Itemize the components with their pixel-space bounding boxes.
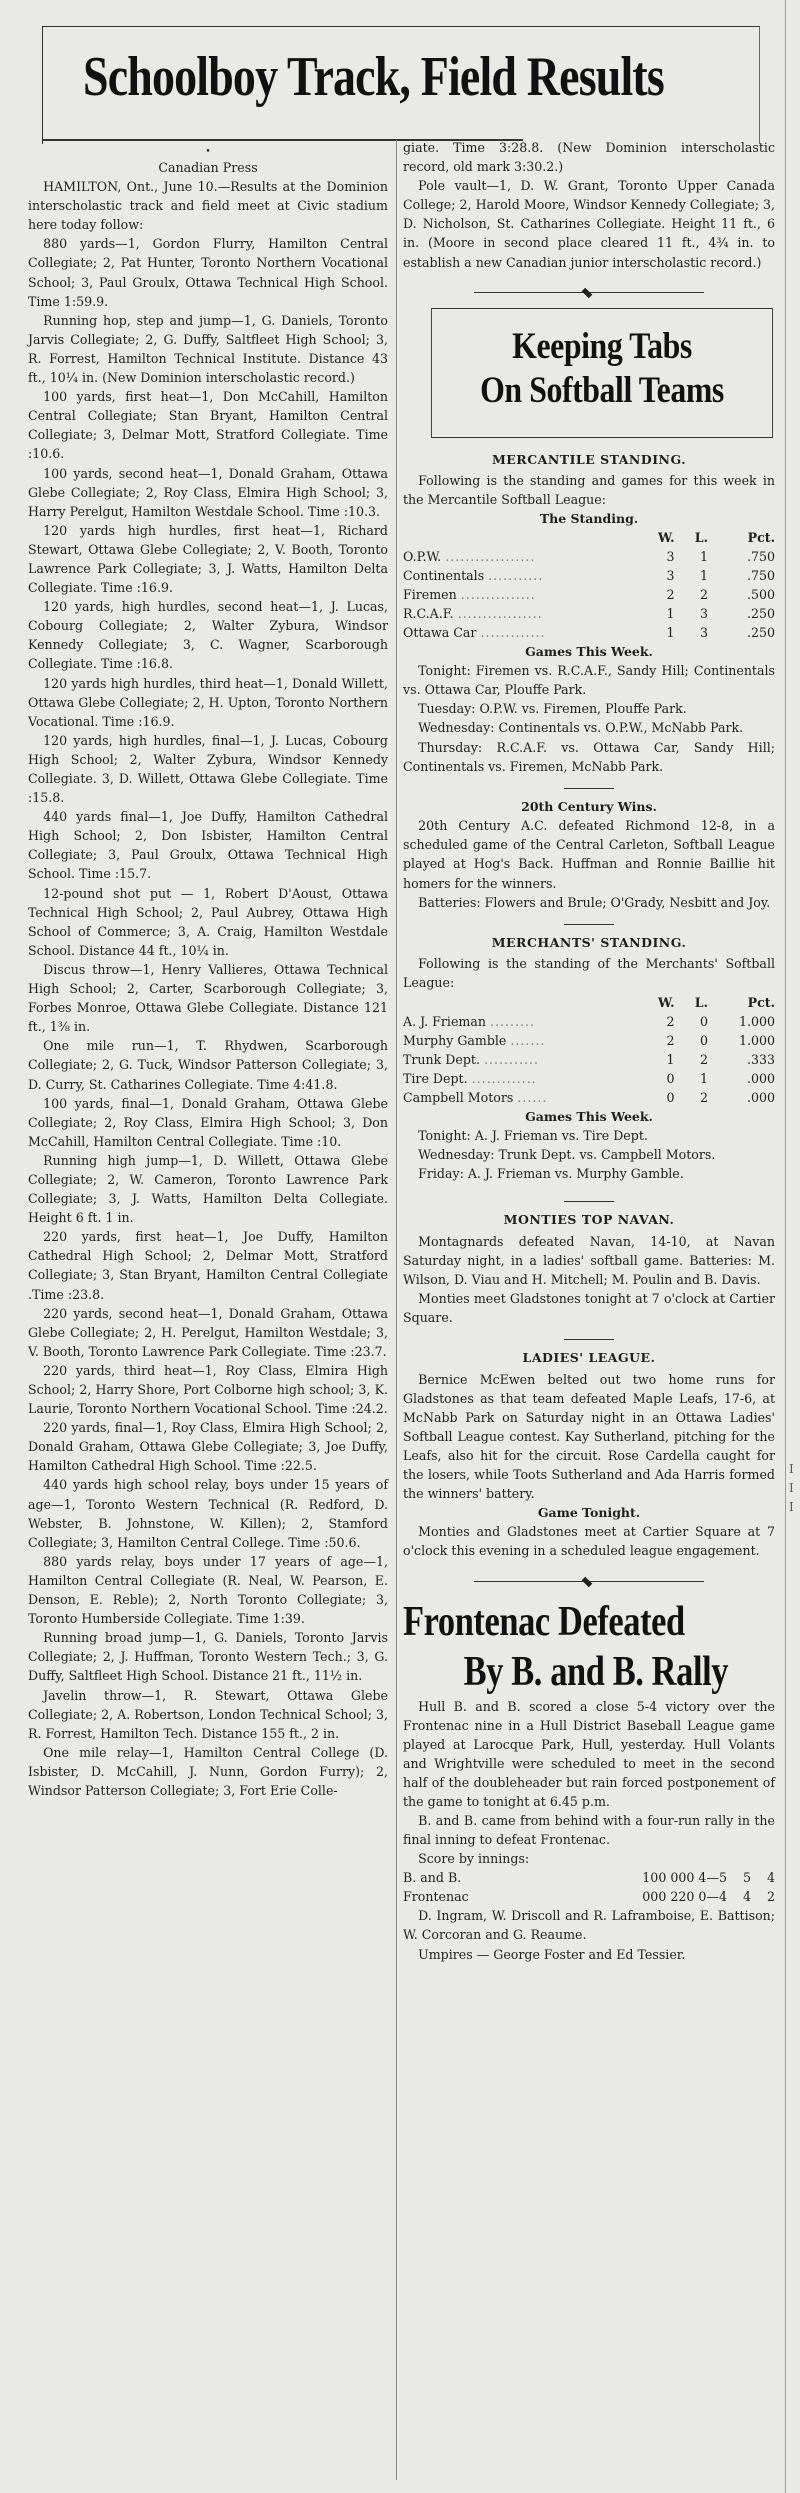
losses: 3 (700, 606, 709, 622)
percentage: .000 (746, 1089, 775, 1105)
article-paragraph: Montagnards defeated Navan, 14-10, at Navan Saturday night, in a ladies' softball game. Batteries: M. Wilson, D. Viau and H. Mitchell; M. Poulin and B. Davis. (403, 1233, 775, 1287)
schedule-item: Tuesday: O.P.W. vs. Firemen, Plouffe Park. (418, 701, 687, 717)
event-result: 120 yards, high hurdles, final—1, J. Lucas, Cobourg High School; 2, Walter Zybura, Windsor Kennedy Collegiate. 3, D. Willett, Ottawa Glebe Collegiate. Time :15.8. (28, 732, 388, 806)
event-result: 440 yards high school relay, boys under 15 years of age—1, Toronto Western Technical (R. Redford, D. Webster, B. Johnstone, W. Killen); 2, Stamford Collegiate; 3, Hamilton Central College. Time :50.6. (28, 1477, 388, 1550)
losses: 3 (700, 625, 709, 641)
right-column (403, 138, 775, 1964)
column-rule (785, 0, 786, 2493)
text-fragment: I (789, 1462, 794, 1476)
mercantile-standings-table (403, 528, 775, 642)
sub-heading: Games This Week. (525, 1108, 653, 1124)
section-ornament (474, 1575, 704, 1589)
event-result: 440 yards final—1, Joe Duffy, Hamilton Cathedral High School; 2, Don Isbister, Hamilton Central Collegiate; 3, Paul Groulx, Ottawa Technical High School. Time :15.7. (28, 809, 388, 882)
wins: 3 (666, 568, 675, 584)
article-paragraph: Score by innings: (418, 1851, 530, 1867)
team-name: Tire Dept. (403, 1070, 468, 1086)
section-heading: MERCHANTS' STANDING. (491, 935, 687, 951)
losses: 2 (700, 1089, 709, 1105)
team-name: Ottawa Car (403, 625, 477, 641)
line-score-table (403, 1868, 775, 1906)
percentage: .333 (746, 1051, 775, 1067)
diamond-icon (582, 1576, 593, 1587)
article-paragraph: Following is the standing of the Merchants' Softball League: (403, 956, 775, 991)
bullet-icon: • (205, 147, 211, 157)
team-name: Firemen (403, 587, 457, 603)
event-result: Running hop, step and jump—1, G. Daniels, Toronto Jarvis Collegiate; 2, G. Duffy, Saltfleet High School; 3, R. Forrest, Hamilton Technical Institute. Distance 43 ft., 10¼ in. (New Dominion interscholastic record.) (28, 312, 388, 386)
event-result: One mile run—1, T. Rhydwen, Scarborough Collegiate; 2, G. Tuck, Windsor Patterson Collegiate; 3, D. Curry, St. Catharines Collegiate. Time 4:41.8. (28, 1038, 388, 1092)
article-paragraph: Monties meet Gladstones tonight at 7 o'clock at Cartier Square. (403, 1290, 775, 1325)
softball-headline: Keeping Tabs (512, 325, 692, 367)
divider (564, 1201, 614, 1203)
event-result: 100 yards, first heat—1, Don McCahill, Hamilton Central Collegiate; Stan Bryant, Hamilton Central Collegiate; 3, Delmar Mott, Stratford Collegiate. Time :10.6. (28, 389, 388, 462)
table-row: R.C.A.F. ................. 1 3 .250 (403, 606, 775, 622)
event-result: One mile relay—1, Hamilton Central College (D. Isbister, D. McCahill, J. Nunn, Gordon Furry); 2, Windsor Patterson Collegiate; 3, Fort Erie Colle- (28, 1744, 388, 1798)
losses: 0 (700, 1013, 709, 1029)
table-header-row (403, 993, 775, 1012)
page-headline: Schoolboy Track, Field Results (83, 46, 664, 108)
event-result: 880 yards relay, boys under 17 years of age—1, Hamilton Central Collegiate (R. Neal, W. Pearson, E. Denson, E. Reble); 2, North Toronto Collegiate; 3, Toronto Humberside Collegiate. Time 1:39. (28, 1553, 388, 1627)
event-result: 220 yards, final—1, Roy Class, Elmira High School; 2, Donald Graham, Ottawa Glebe Collegiate; 3, Joe Duffy, Hamilton Cathedral High School. Time :22.5. (28, 1420, 388, 1474)
table-row (403, 1868, 775, 1887)
table-row: Trunk Dept. ........... 1 2 .333 (403, 1051, 775, 1067)
wins: 0 (666, 1089, 675, 1105)
baseball-headline: By B. and B. Rally (463, 1648, 729, 1695)
table-row: Ottawa Car ............. 1 3 .250 (403, 625, 775, 641)
percentage: .500 (746, 587, 775, 603)
percentage: .000 (746, 1070, 775, 1086)
article-paragraph: 20th Century A.C. defeated Richmond 12-8, in a scheduled game of the Central Carleton, Softball League played at Hog's Back. Huffman and Ronnie Baillie hit homers for the winners. (403, 818, 775, 891)
table-row: A. J. Frieman ......... 2 0 1.000 (403, 1013, 775, 1029)
inning-line: 100 000 4—5 (642, 1870, 727, 1886)
article-paragraph: Batteries: Flowers and Brule; O'Grady, Nesbitt and Joy. (418, 894, 771, 910)
article-paragraph: Umpires — George Foster and Ed Tessier. (418, 1946, 686, 1962)
column-header: L. (694, 530, 709, 546)
inning-line: 000 220 0—4 (642, 1889, 727, 1905)
event-result: 12-pound shot put — 1, Robert D'Aoust, Ottawa Technical High School; 2, Paul Aubrey, Ottawa High School of Commerce; 3, A. Craig, Hamilton Westdale School. Distance 44 ft., 10¼ in. (28, 885, 388, 958)
team-name: R.C.A.F. (403, 606, 454, 622)
table-row: Murphy Gamble ....... 2 0 1.000 (403, 1032, 775, 1048)
wins: 0 (666, 1070, 675, 1086)
wins: 1 (666, 1051, 675, 1067)
event-result: 120 yards, high hurdles, second heat—1, J. Lucas, Cobourg Collegiate; 2, Walter Zybura, Windsor Kennedy Collegiate; 3, C. Wagner, Scarborough Collegiate. Time :16.8. (28, 599, 388, 672)
losses: 2 (700, 587, 709, 603)
errors: 4 (766, 1870, 775, 1886)
percentage: .750 (746, 549, 775, 565)
percentage: .750 (746, 568, 775, 584)
article-paragraph: B. and B. came from behind with a four-run rally in the final inning to defeat Frontenac. (403, 1813, 775, 1848)
event-result-continued: giate. Time 3:28.8. (New Dominion interscholastic record, old mark 3:30.2.) (403, 140, 775, 175)
wins: 2 (666, 587, 675, 603)
event-result: 120 yards high hurdles, third heat—1, Donald Willett, Ottawa Glebe Collegiate; 2, H. Upton, Toronto Northern Vocational. Time :16.9. (28, 675, 388, 729)
article-paragraph: Monties and Gladstones meet at Cartier Square at 7 o'clock this evening in a scheduled league engagement. (403, 1524, 775, 1559)
divider (564, 1339, 614, 1341)
losses: 2 (700, 1051, 709, 1067)
table-row: Campbell Motors ...... 0 2 .000 (403, 1089, 775, 1105)
column-header: L. (694, 994, 709, 1010)
column-header: W. (657, 994, 675, 1010)
wins: 1 (666, 606, 675, 622)
text-fragment: I (789, 1500, 794, 1514)
table-row: Continentals ........... 3 1 .750 (403, 568, 775, 584)
sub-heading: Game Tonight. (537, 1505, 641, 1521)
column-header: Pct. (747, 530, 775, 546)
track-results-column (28, 146, 388, 1800)
schedule-item: Wednesday: Trunk Dept. vs. Campbell Motors. (418, 1146, 716, 1162)
sub-heading: Games This Week. (525, 644, 653, 660)
event-result: 100 yards, second heat—1, Donald Graham, Ottawa Glebe Collegiate; 2, Roy Class, Elmira High School; 3, Harry Perelgut, Hamilton Westdale School. Time :10.3. (28, 465, 388, 519)
event-result: Javelin throw—1, R. Stewart, Ottawa Glebe Collegiate; 2, A. Robertson, London Technical School; 3, R. Forrest, Hamilton Tech. Distance 155 ft., 2 in. (28, 1687, 388, 1741)
team-name: Campbell Motors (403, 1089, 514, 1105)
softball-headline-box (431, 308, 773, 438)
event-result: 220 yards, first heat—1, Joe Duffy, Hamilton Cathedral High School; 2, Delmar Mott, Stratford Collegiate; 3, Stan Bryant, Hamilton Central Collegiate .Time :23.8. (28, 1229, 388, 1302)
text-fragment: I (789, 1481, 794, 1495)
losses: 0 (700, 1032, 709, 1048)
wins: 2 (666, 1032, 675, 1048)
wins: 2 (666, 1013, 675, 1029)
article-paragraph: Bernice McEwen belted out two home runs for Gladstones as that team defeated Maple Leafs, 17-6, at McNabb Park on Saturday night in an Ottawa Ladies' Softball League contest. Kay Sutherland, pitching for the Leafs, also hit for the circuit. Rose Cardella caught for the losers, while Toots Sutherland and Ada Harris formed the winners' battery. (403, 1371, 775, 1502)
table-row: Firemen ............... 2 2 .500 (403, 587, 775, 603)
team-name: A. J. Frieman (403, 1013, 486, 1029)
section-heading: MONTIES TOP NAVAN. (503, 1212, 675, 1228)
event-result: 100 yards, final—1, Donald Graham, Ottawa Glebe Collegiate; 2, Roy Class, Elmira High School; 3, Don McCahill, Hamilton Central Collegiate. Time :10. (28, 1095, 388, 1149)
errors: 2 (766, 1889, 775, 1905)
merchants-standings-table (403, 993, 775, 1107)
hits: 5 (742, 1870, 751, 1886)
column-header: W. (657, 530, 675, 546)
percentage: .250 (746, 606, 775, 622)
divider (564, 924, 614, 926)
article-paragraph: HAMILTON, Ont., June 10.—Results at the Dominion interscholastic track and field meet at Civic stadium here today follow: (28, 179, 388, 233)
percentage: 1.000 (738, 1032, 775, 1048)
hits: 4 (742, 1889, 751, 1905)
article-paragraph: D. Ingram, W. Driscoll and R. Laframboise, E. Battison; W. Corcoran and G. Reaume. (403, 1908, 775, 1943)
event-result: Discus throw—1, Henry Vallieres, Ottawa Technical High School; 2, Carter, Scarborough Collegiate; 3, Forbes Monroe, Ottawa Glebe Collegiate. Distance 121 ft., 1⅜ in. (28, 961, 388, 1035)
wire-source: Canadian Press (158, 160, 258, 175)
column-header: Pct. (747, 994, 775, 1010)
wins: 1 (666, 625, 675, 641)
event-result: 220 yards, second heat—1, Donald Graham, Ottawa Glebe Collegiate; 2, H. Perelgut, Hamilton Westdale; 3, V. Booth, Toronto Lawrence Park Collegiate. Time :23.7. (28, 1305, 388, 1359)
divider (564, 788, 614, 790)
team-name: Frontenac (403, 1889, 469, 1905)
table-row: O.P.W. .................. 3 1 .750 (403, 549, 775, 565)
schedule-item: Wednesday: Continentals vs. O.P.W., McNabb Park. (418, 720, 744, 736)
losses: 1 (700, 568, 709, 584)
team-name: Continentals (403, 568, 485, 584)
event-result: 120 yards high hurdles, first heat—1, Richard Stewart, Ottawa Glebe Collegiate; 2, V. Booth, Toronto Lawrence Park Collegiate; 3, J. Watts, Hamilton Delta Collegiate. Time :16.9. (28, 522, 388, 596)
table-header-row (403, 528, 775, 547)
section-heading: MERCANTILE STANDING. (491, 451, 687, 467)
team-name: Trunk Dept. (403, 1051, 480, 1067)
event-result: 220 yards, third heat—1, Roy Class, Elmira High School; 2, Harry Shore, Port Colborne high school; 3, K. Laurie, Toronto Northern Vocational School. Time :24.2. (28, 1362, 388, 1417)
event-result: 880 yards—1, Gordon Flurry, Hamilton Central Collegiate; 2, Pat Hunter, Toronto Northern Vocational School; 3, Paul Groulx, Ottawa Technical High School. Time 1:59.9. (28, 236, 388, 309)
section-ornament (474, 286, 704, 300)
team-name: Murphy Gamble (403, 1032, 507, 1048)
section-heading: LADIES' LEAGUE. (522, 1350, 656, 1366)
team-name: B. and B. (403, 1870, 462, 1886)
cropped-column-edge (789, 1460, 800, 1517)
wins: 3 (666, 549, 675, 565)
baseball-headline: Frontenac Defeated (403, 1598, 685, 1645)
diamond-icon (582, 287, 593, 298)
headline-box (42, 26, 760, 144)
losses: 1 (700, 1070, 709, 1086)
schedule-item: Thursday: R.C.A.F. vs. Ottawa Car, Sandy Hill; Continentals vs. Firemen, McNabb Park. (403, 739, 775, 774)
event-result: Running high jump—1, D. Willett, Ottawa Glebe Collegiate; 2, W. Cameron, Toronto Lawrence Park Collegiate; 3, J. Watts, Hamilton Delta Collegiate. Height 6 ft. 1 in. (28, 1152, 388, 1226)
section-heading: 20th Century Wins. (521, 799, 657, 815)
event-result: Running broad jump—1, G. Daniels, Toronto Jarvis Collegiate; 2, J. Huffman, Toronto Western Tech.; 3, G. Duffy, Saltfleet High School. Distance 21 ft., 11½ in. (28, 1630, 388, 1684)
percentage: .250 (746, 625, 775, 641)
article-paragraph: Following is the standing and games for this week in the Mercantile Softball League: (403, 472, 775, 507)
percentage: 1.000 (738, 1013, 775, 1029)
softball-headline: On Softball Teams (480, 369, 724, 411)
losses: 1 (700, 549, 709, 565)
article-paragraph: Hull B. and B. scored a close 5-4 victory over the Frontenac nine in a Hull District Baseball League game played at Larocque Park, Hull, yesterday. Hull Volants and Wrightville were scheduled to meet in the second half of the doubleheader but rain forced postponement of the game to tonight at 6.45 p.m. (403, 1698, 775, 1809)
sub-heading: The Standing. (539, 510, 639, 526)
schedule-item: Tonight: A. J. Frieman vs. Tire Dept. (418, 1127, 648, 1143)
schedule-item: Tonight: Firemen vs. R.C.A.F., Sandy Hill; Continentals vs. Ottawa Car, Plouffe Park. (403, 663, 775, 698)
table-row: Tire Dept. ............. 0 1 .000 (403, 1070, 775, 1086)
schedule-item: Friday: A. J. Frieman vs. Murphy Gamble. (418, 1165, 684, 1181)
team-name: O.P.W. (403, 549, 442, 565)
column-rule (396, 140, 397, 2480)
table-row (403, 1887, 775, 1906)
event-result: Pole vault—1, D. W. Grant, Toronto Upper Canada College; 2, Harold Moore, Windsor Kennedy Collegiate; 3, D. Nicholson, St. Catharines Collegiate. Height 11 ft., 6 in. (Moore in second place cleared 11 ft., 4¾ in. to establish a new Canadian junior interscholastic record.) (403, 178, 775, 270)
